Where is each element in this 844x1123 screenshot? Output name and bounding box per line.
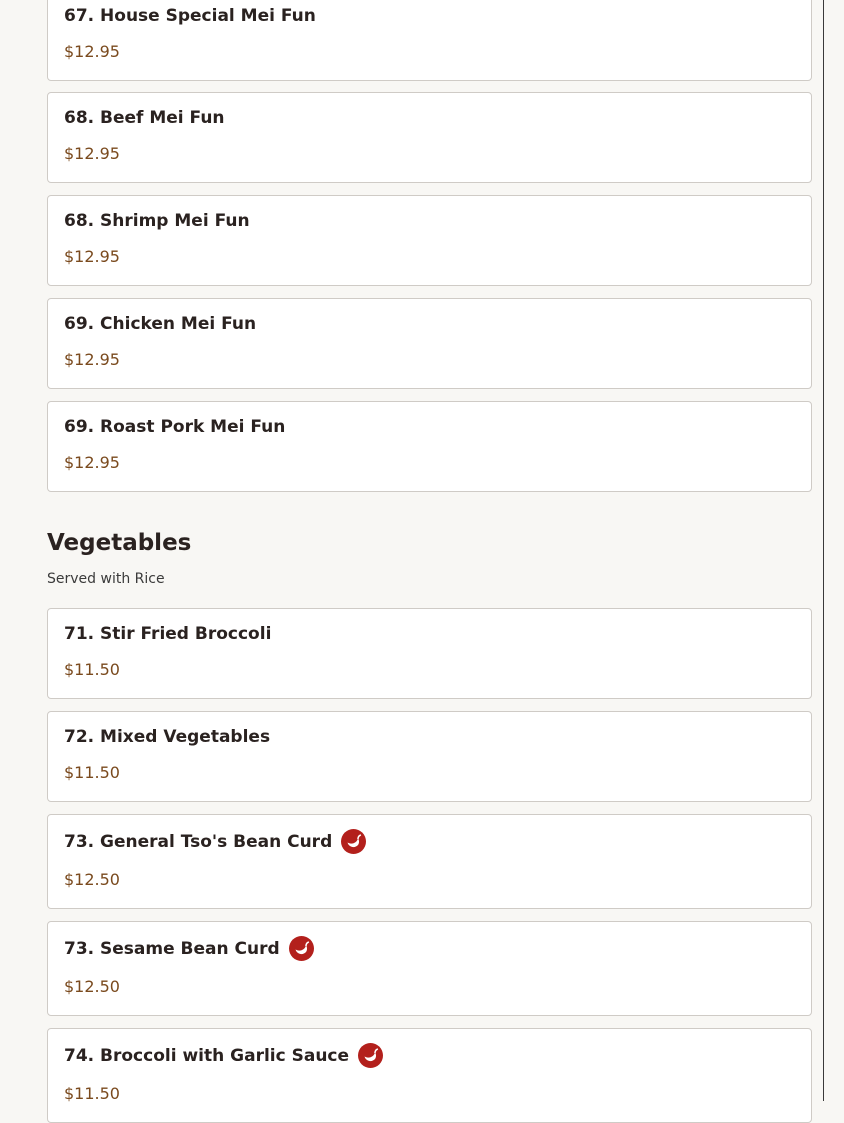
menu-item-name: 74. Broccoli with Garlic Sauce xyxy=(64,1043,383,1068)
menu-item-card[interactable] xyxy=(47,298,812,389)
menu-item-card[interactable] xyxy=(47,921,812,1016)
menu-item-card[interactable] xyxy=(47,92,812,183)
menu-item-price: $12.95 xyxy=(64,42,120,61)
menu-item-price: $12.95 xyxy=(64,144,120,163)
menu-item-price: $12.95 xyxy=(64,247,120,266)
section-subtitle: Served with Rice xyxy=(47,571,165,587)
menu-item-name: 67. House Special Mei Fun xyxy=(64,6,316,26)
menu-item-card[interactable] xyxy=(47,608,812,699)
menu-item-card[interactable] xyxy=(47,814,812,909)
menu-item-name: 72. Mixed Vegetables xyxy=(64,727,271,747)
menu-item-card[interactable] xyxy=(47,401,812,492)
menu-item-price: $12.50 xyxy=(64,977,120,996)
menu-item-card[interactable] xyxy=(47,1028,812,1123)
scrollbar-divider xyxy=(823,0,824,1101)
menu-item-card[interactable] xyxy=(47,711,812,802)
menu-item-name: 69. Chicken Mei Fun xyxy=(64,314,257,334)
chili-pepper-icon xyxy=(358,1043,383,1068)
menu-item-price: $11.50 xyxy=(64,660,120,679)
chili-pepper-icon xyxy=(341,829,366,854)
menu-item-price: $12.50 xyxy=(64,870,120,889)
menu-item-name: 68. Beef Mei Fun xyxy=(64,108,225,128)
menu-item-name: 71. Stir Fried Broccoli xyxy=(64,624,272,644)
menu-item-card[interactable] xyxy=(47,195,812,286)
menu-item-name: 73. General Tso's Bean Curd xyxy=(64,829,366,854)
menu-item-price: $11.50 xyxy=(64,1084,120,1103)
menu-item-price: $12.95 xyxy=(64,453,120,472)
menu-item-name: 68. Shrimp Mei Fun xyxy=(64,211,250,231)
chili-pepper-icon xyxy=(289,936,314,961)
menu-item-price: $11.50 xyxy=(64,763,120,782)
menu-item-name: 69. Roast Pork Mei Fun xyxy=(64,417,286,437)
menu-item-name: 73. Sesame Bean Curd xyxy=(64,936,314,961)
menu-item-card[interactable] xyxy=(47,0,812,81)
section-title: Vegetables xyxy=(47,530,192,556)
menu-item-price: $12.95 xyxy=(64,350,120,369)
